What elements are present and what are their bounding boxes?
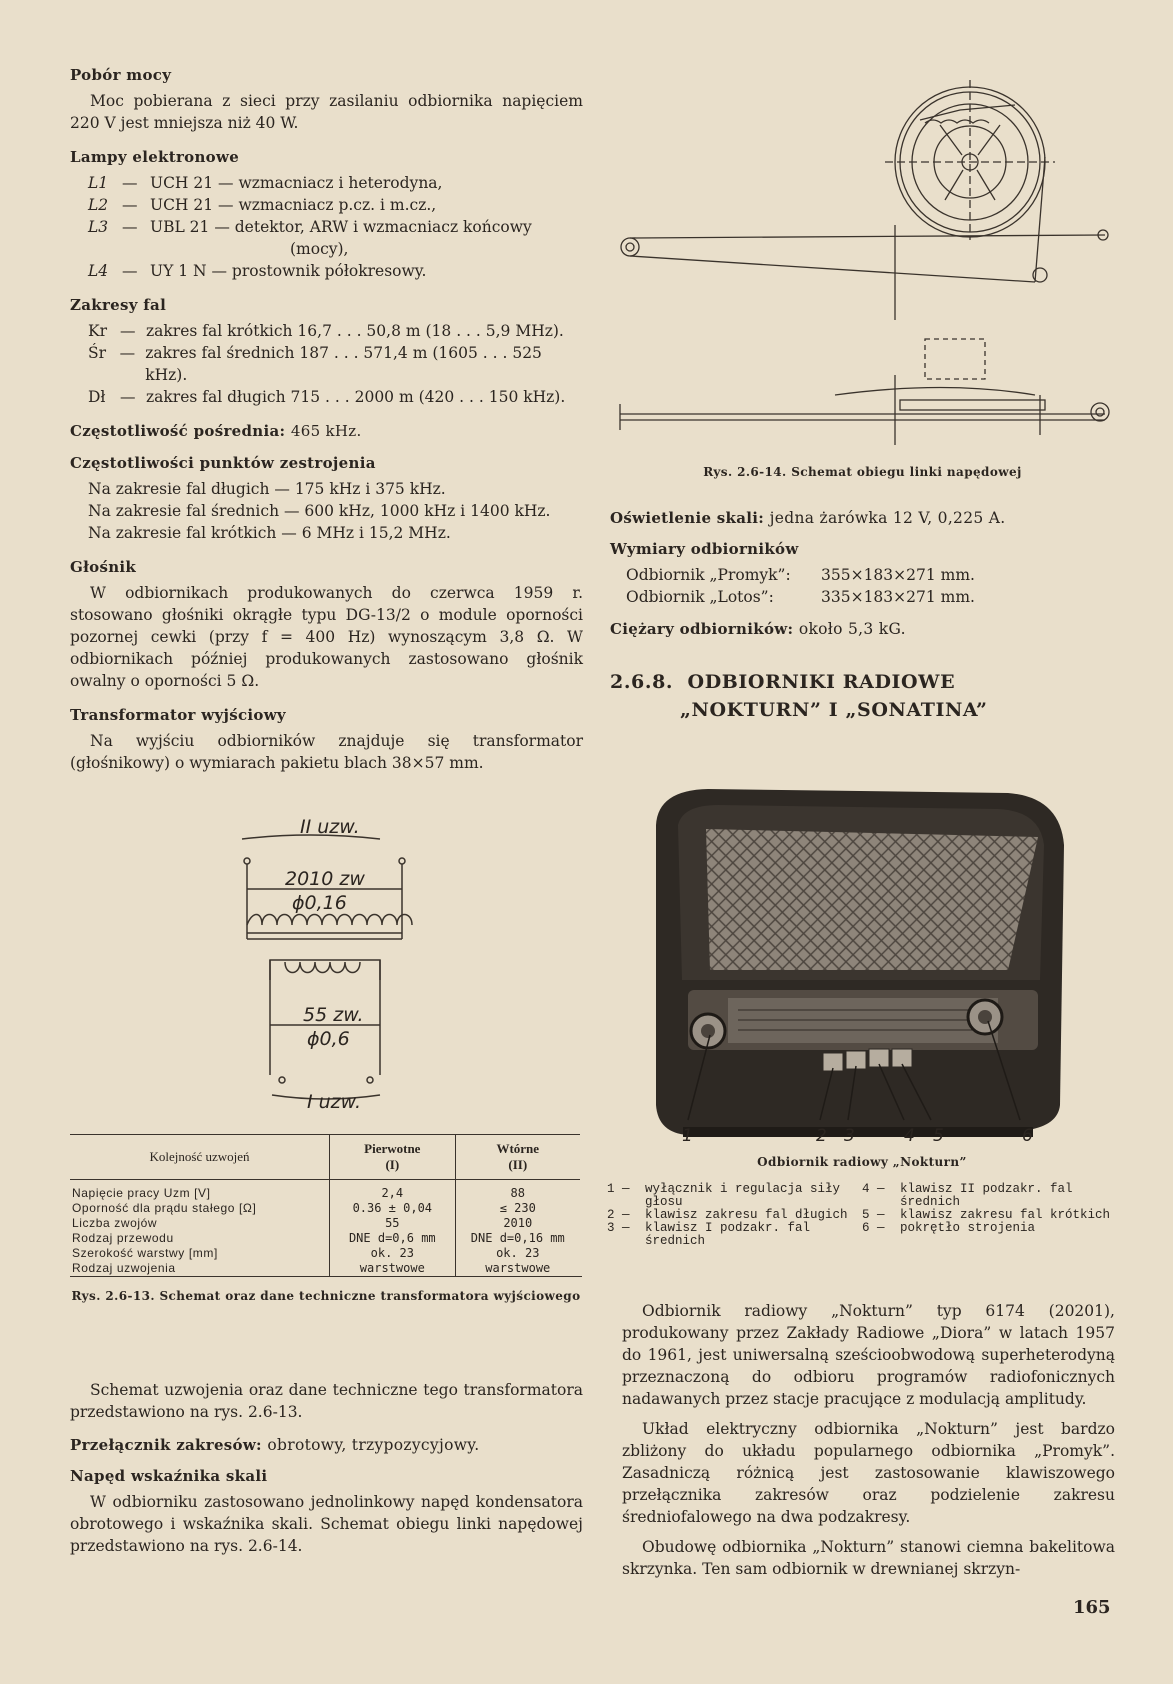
table-cell-secondary: DNE d=0,16 mm <box>455 1231 580 1246</box>
caption-2-6-13: Rys. 2.6-13. Schemat oraz dane techniczne transformatora wyjściowego <box>71 1289 581 1303</box>
row-key: L3 <box>88 218 109 236</box>
list-row <box>70 238 583 260</box>
table-row <box>70 1261 580 1276</box>
row-dash: — <box>122 196 138 214</box>
right-column-bottom <box>622 1300 1115 1580</box>
row-dash: — <box>119 344 136 362</box>
header-primary-sub: (I) <box>385 1157 400 1172</box>
photo-caption-block <box>607 1155 1117 1248</box>
diagram-label-top: II uzw. <box>300 816 360 838</box>
photo-label-3: 3 <box>844 1126 855 1146</box>
value-przelacznik: obrotowy, trzypozycyjowy. <box>267 1436 480 1454</box>
table-cell-primary: 0.36 ± 0,04 <box>330 1201 455 1216</box>
label-przelacznik: Przełącznik zakresów: <box>70 1436 262 1454</box>
row-key: L1 <box>88 174 109 192</box>
diagram-label-w2a: 55 zw. <box>303 1004 364 1026</box>
heading-lampy: Lampy elektronowe <box>70 148 240 166</box>
legend-text: klawisz zakresu fal krótkich <box>900 1208 1111 1222</box>
row-key: L4 <box>88 262 109 280</box>
table-row <box>70 1216 580 1231</box>
zestrojenie-line: Na zakresie fal krótkich — 6 MHz i 15,2 MHz. <box>88 524 451 542</box>
row-dash: — <box>120 388 136 406</box>
value-oswietlenie: jedna żarówka 12 V, 0,225 A. <box>769 509 1006 527</box>
list-row <box>70 216 583 238</box>
legend-number: 4 — <box>862 1182 885 1196</box>
diagram-label-w1b: ϕ0,16 <box>292 892 347 914</box>
legend-number: 5 — <box>862 1208 885 1222</box>
table-cell-primary: 55 <box>330 1216 455 1231</box>
text-naped: W odbiorniku zastosowano jednolinkowy napęd kondensatora obrotowego i wskaźnika skali. Schemat obiegu linki napędowej przedstawiono na rys. 2.6-14. <box>70 1493 583 1555</box>
heading-zestrojenia: Częstotliwości punktów zestrojenia <box>70 454 376 472</box>
value-posrednia: 465 kHz. <box>290 422 362 440</box>
caption-2-6-14: Rys. 2.6-14. Schemat obiegu linki napędowej <box>703 465 1022 479</box>
diagram-label-bottom: I uzw. <box>307 1091 362 1113</box>
lamps-list <box>70 172 583 282</box>
heading-przelacznik <box>70 1436 583 1454</box>
list-row <box>70 172 583 194</box>
table-header-secondary <box>455 1135 580 1180</box>
heading-glosnik: Głośnik <box>70 558 137 576</box>
heading-zakresy: Zakresy fal <box>70 296 167 314</box>
table-cell-primary: ok. 23 <box>330 1246 455 1261</box>
table-cell-label: Napięcie pracy Uzm [V] <box>72 1186 211 1200</box>
row-text: UY 1 N — prostownik półokresowy. <box>150 262 427 280</box>
legend-item <box>607 1222 862 1248</box>
dimension-row <box>610 564 1115 586</box>
heading-wymiary: Wymiary odbiorników <box>610 540 799 558</box>
row-key: Śr <box>88 344 107 362</box>
list-row <box>70 260 583 282</box>
bands-list <box>70 320 583 408</box>
heading-pobor: Pobór mocy <box>70 66 172 84</box>
text-pobor: Moc pobierana z sieci przy zasilaniu odbiornika napięciem 220 V jest mniejsza niż 40 W. <box>70 92 583 132</box>
list-row <box>70 320 583 342</box>
photo-label-1: 1 <box>682 1126 693 1146</box>
header-secondary-label: Wtórne <box>496 1141 540 1156</box>
row-dash: — <box>122 174 138 192</box>
section-title-line1: ODBIORNIKI RADIOWE <box>687 671 956 693</box>
winding-diagram <box>230 805 420 1115</box>
table-cell-label: Rodzaj przewodu <box>72 1231 174 1245</box>
legend-text: klawisz I podzakr. fal średnich <box>645 1221 811 1248</box>
legend-text: klawisz II podzakr. fal średnich <box>900 1182 1073 1209</box>
heading-ciezary <box>610 620 1115 638</box>
table-cell-primary: 2,4 <box>330 1180 455 1202</box>
heading-posrednia <box>70 422 583 440</box>
row-key: L2 <box>88 196 109 214</box>
dimension-value: 355×183×271 mm. <box>821 566 975 584</box>
section-pobor <box>70 66 583 134</box>
text-nokturn-1: Odbiornik radiowy „Nokturn” typ 6174 (20201), produkowany przez Zakłady Radiowe „Diora” w latach 1957 do 1961, jest uniwersalną sześcioobwodową superheterodyną przeznaczoną do odbioru programów radiofonicznych nadawanych przez stacje pracujące z modulacją amplitudy. <box>622 1302 1115 1408</box>
page-number: 165 <box>1073 1597 1111 1618</box>
table-cell-primary: warstwowe <box>330 1261 455 1276</box>
legend-number: 3 — <box>607 1221 630 1235</box>
header-secondary-sub: (II) <box>508 1157 528 1172</box>
table-cell-secondary: ≤ 230 <box>455 1201 580 1216</box>
transformer-table-block <box>70 1134 582 1303</box>
table-row <box>70 1201 580 1216</box>
zestrojenie-line: Na zakresie fal długich — 175 kHz i 375 kHz. <box>88 480 446 498</box>
table-row <box>70 1246 580 1261</box>
left-column <box>70 66 583 788</box>
legend-left <box>607 1183 862 1248</box>
section-title-line2: „NOKTURN” I „SONATINA” <box>680 699 988 721</box>
legend-right <box>862 1183 1117 1248</box>
left-column-bottom <box>70 1379 583 1557</box>
table-cell-secondary: 2010 <box>455 1216 580 1231</box>
radio-photo <box>648 785 1068 1155</box>
section-transformator <box>70 706 583 774</box>
section-zestrojenia <box>70 454 583 544</box>
row-text: zakres fal krótkich 16,7 . . . 50,8 m (18 . . . 5,9 MHz). <box>146 322 564 340</box>
row-text: UBL 21 — detektor, ARW i wzmacniacz końcowy <box>150 218 532 236</box>
photo-label-4: 4 <box>904 1126 915 1146</box>
photo-label-6: 6 <box>1022 1126 1033 1146</box>
text-glosnik: W odbiornikach produkowanych do czerwca 1959 r. stosowano głośniki okrągłe typu DG-13/2 o module oporności pozornej cewki (przy f = 400 Hz) wynoszącym 3,8 Ω. W odbiornikach później produkowanych zastosowano głośnik owalny o oporności 5 Ω. <box>70 584 583 690</box>
row-dash: — <box>122 262 138 280</box>
diagram-label-w1a: 2010 zw <box>285 868 365 890</box>
table-cell-primary: DNE d=0,6 mm <box>330 1231 455 1246</box>
row-dash: — <box>122 218 138 236</box>
table-cell-secondary: warstwowe <box>455 1261 580 1276</box>
table-cell-label: Rodzaj uzwojenia <box>72 1261 176 1275</box>
row-text: UCH 21 — wzmacniacz p.cz. i m.cz., <box>150 196 437 214</box>
text-nokturn-2: Układ elektryczny odbiornika „Nokturn” jest bardzo zbliżony do układu popularnego odbiornika „Promyk”. Zasadniczą różnicą jest zastosowanie klawiszowego przełącznika zakresów oraz podzielenie zakresu średniofalowego na dwa podzakresy. <box>622 1420 1115 1526</box>
list-row <box>70 386 583 408</box>
table-cell-label: Liczba zwojów <box>72 1216 158 1230</box>
text-transformator: Na wyjściu odbiorników znajduje się transformator (głośnikowy) o wymiarach pakietu blach 38×57 mm. <box>70 732 583 772</box>
legend-item <box>862 1222 1117 1235</box>
label-posrednia: Częstotliwość pośrednia: <box>70 422 286 440</box>
right-column <box>610 465 1115 724</box>
text-schemat: Schemat uzwojenia oraz dane techniczne tego transformatora przedstawiono na rys. 2.6-13. <box>70 1381 583 1421</box>
value-ciezary: około 5,3 kG. <box>798 620 906 638</box>
dimension-row <box>610 586 1115 608</box>
heading-oswietlenie <box>610 509 1115 527</box>
section-glosnik <box>70 558 583 692</box>
row-key <box>70 238 122 260</box>
legend-text: klawisz zakresu fal długich <box>645 1208 848 1222</box>
caption-nokturn: Odbiornik radiowy „Nokturn” <box>757 1155 967 1169</box>
table-cell-label: Szerokość warstwy [mm] <box>72 1246 218 1260</box>
row-dash <box>122 238 150 260</box>
table-cell-secondary: 88 <box>455 1180 580 1202</box>
legend-number: 1 — <box>607 1182 630 1196</box>
row-text: UCH 21 — wzmacniacz i heterodyna, <box>150 174 443 192</box>
table-header-primary <box>330 1135 455 1180</box>
label-ciezary: Ciężary odbiorników: <box>610 620 794 638</box>
list-row <box>70 194 583 216</box>
label-oswietlenie: Oświetlenie skali: <box>610 509 765 527</box>
legend-item <box>862 1183 1117 1209</box>
table-cell-label: Oporność dla prądu stałego [Ω] <box>72 1201 257 1215</box>
drive-cord-schematic <box>615 75 1120 455</box>
table-cell-secondary: ok. 23 <box>455 1246 580 1261</box>
table-row <box>70 1180 580 1202</box>
photo-label-2: 2 <box>816 1126 827 1146</box>
section-zakresy <box>70 296 583 408</box>
section-posrednia <box>70 422 583 440</box>
row-text: zakres fal długich 715 . . . 2000 m (420 . . . 150 kHz). <box>146 388 566 406</box>
section-heading-2-6-8 <box>610 668 1115 724</box>
legend-item <box>607 1183 862 1209</box>
row-key: Kr <box>88 322 107 340</box>
legend-text: wyłącznik i regulacja siły głosu <box>645 1182 841 1209</box>
list-row <box>70 342 583 386</box>
header-primary-label: Pierwotne <box>364 1141 421 1156</box>
text-nokturn-3: Obudowę odbiornika „Nokturn” stanowi ciemna bakelitowa skrzynka. Ten sam odbiornik w drewnianej skrzyn- <box>622 1538 1115 1578</box>
photo-legend <box>607 1183 1117 1248</box>
photo-label-5: 5 <box>933 1126 944 1146</box>
transformer-table <box>70 1134 580 1276</box>
row-text: (mocy), <box>290 240 349 258</box>
zestrojenie-line: Na zakresie fal średnich — 600 kHz, 1000 kHz i 1400 kHz. <box>88 502 551 520</box>
diagram-label-w2b: ϕ0,6 <box>307 1028 350 1050</box>
heading-transformator: Transformator wyjściowy <box>70 706 286 724</box>
table-row <box>70 1231 580 1246</box>
dimension-value: 335×183×271 mm. <box>821 588 975 606</box>
heading-naped: Napęd wskaźnika skali <box>70 1467 268 1485</box>
dimension-name: Odbiornik „Lotos”: <box>626 588 774 606</box>
table-header-order: Kolejność uzwojeń <box>70 1135 330 1180</box>
legend-number: 2 — <box>607 1208 630 1222</box>
section-lampy <box>70 148 583 282</box>
legend-number: 6 — <box>862 1221 885 1235</box>
legend-text: pokrętło strojenia <box>900 1221 1036 1235</box>
section-number: 2.6.8. <box>610 671 674 693</box>
row-key: Dł <box>88 388 106 406</box>
dimension-name: Odbiornik „Promyk”: <box>626 566 791 584</box>
row-dash: — <box>120 322 136 340</box>
row-text: zakres fal średnich 187 . . . 571,4 m (1605 . . . 525 kHz). <box>145 344 542 384</box>
